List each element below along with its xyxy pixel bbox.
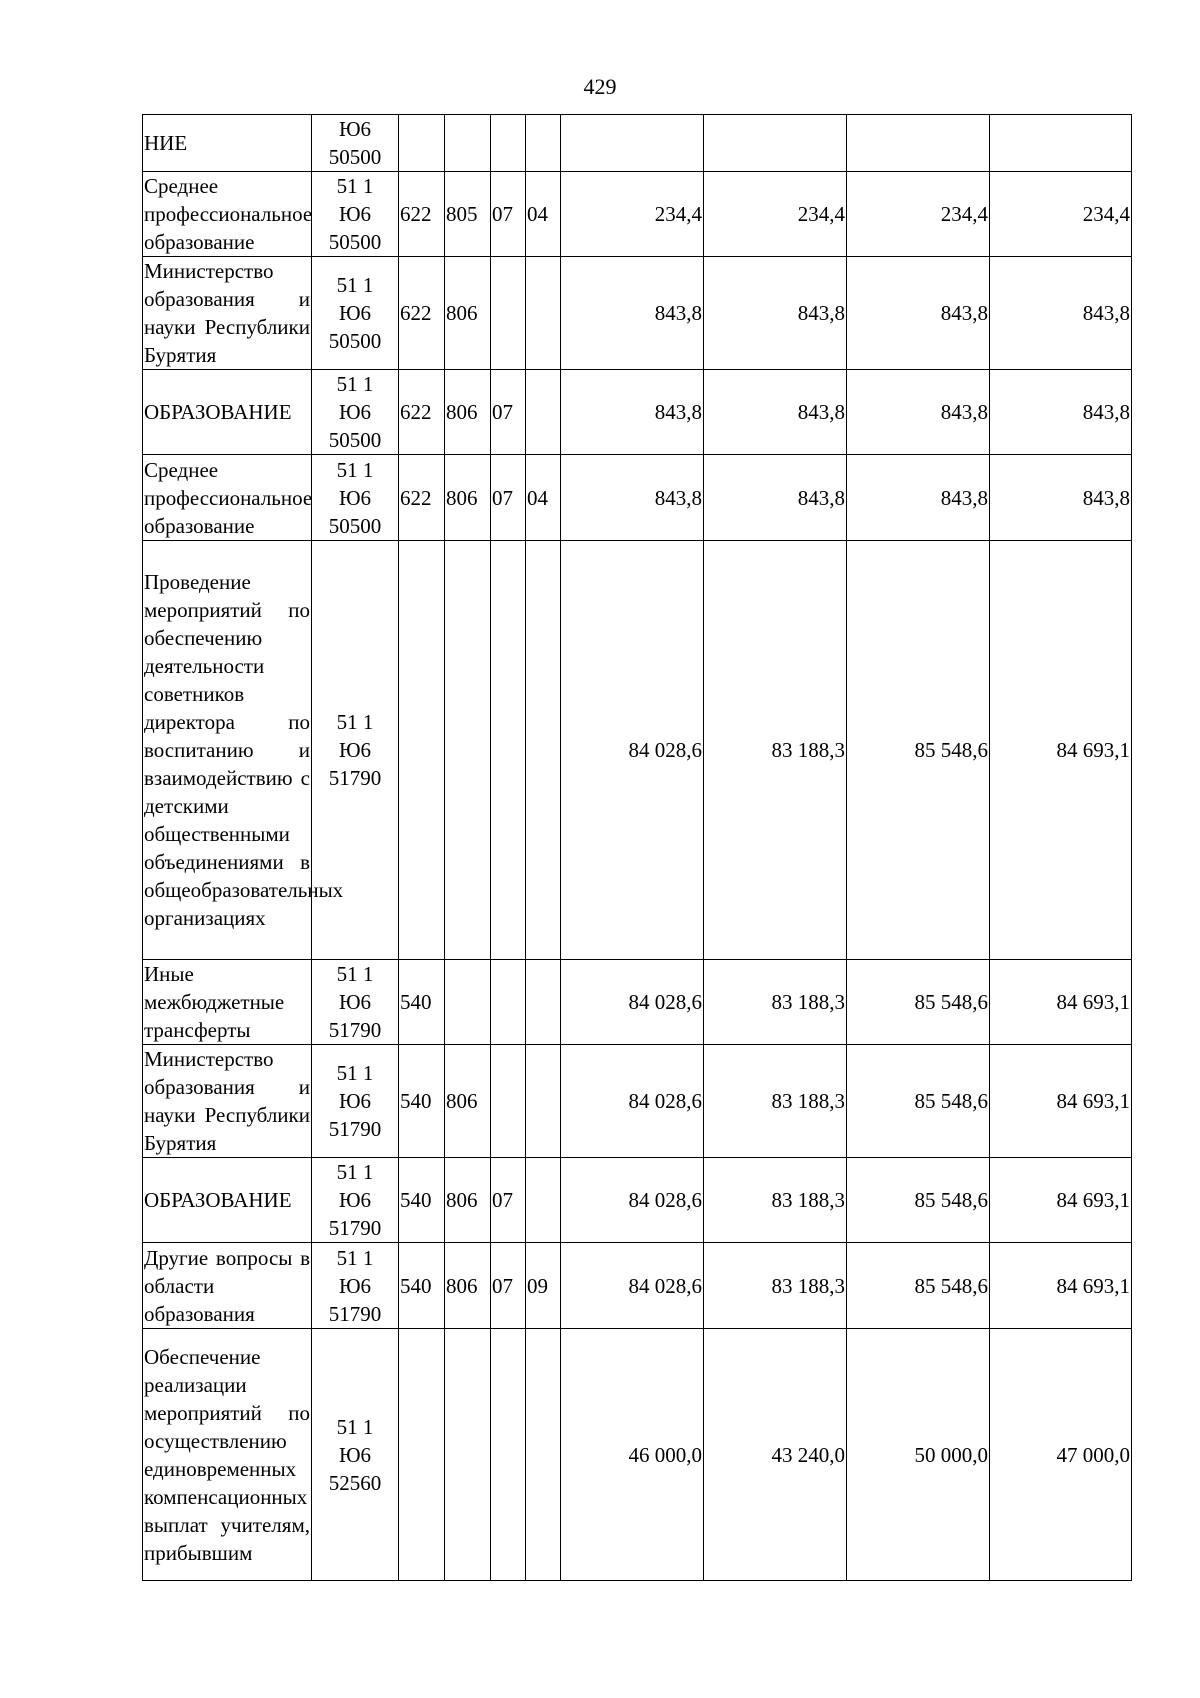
- row-subsection: 09: [526, 1243, 561, 1329]
- row-expense-type: 622: [399, 370, 445, 455]
- row-grbs: 806: [445, 1243, 491, 1329]
- row-subsection: 04: [526, 455, 561, 541]
- row-target-code: 51 1 Ю6 51790: [312, 1158, 399, 1243]
- row-name: НИЕ: [143, 115, 312, 172]
- row-subsection: 04: [526, 172, 561, 257]
- row-value-4: [990, 115, 1132, 172]
- row-value-2: [704, 115, 847, 172]
- row-name: Иные межбюджетные трансферты: [143, 960, 312, 1045]
- row-section: [491, 1329, 526, 1581]
- row-value-2: 83 188,3: [704, 960, 847, 1045]
- row-target-code: 51 1 Ю6 51790: [312, 960, 399, 1045]
- row-section: 07: [491, 1158, 526, 1243]
- row-section: 07: [491, 1243, 526, 1329]
- row-value-4: 843,8: [990, 257, 1132, 370]
- row-subsection: [526, 541, 561, 960]
- row-value-2: 83 188,3: [704, 541, 847, 960]
- row-value-3: 85 548,6: [847, 541, 990, 960]
- row-section: 07: [491, 455, 526, 541]
- row-grbs: [445, 541, 491, 960]
- row-value-2: 83 188,3: [704, 1158, 847, 1243]
- row-value-4: 84 693,1: [990, 960, 1132, 1045]
- row-value-1: 84 028,6: [561, 1045, 704, 1158]
- row-value-1: 84 028,6: [561, 541, 704, 960]
- table-row: [143, 960, 1132, 1045]
- row-grbs: [445, 960, 491, 1045]
- table-row: [143, 172, 1132, 257]
- table-row: [143, 1158, 1132, 1243]
- row-value-1: 843,8: [561, 257, 704, 370]
- row-value-4: 84 693,1: [990, 1158, 1132, 1243]
- row-subsection: [526, 1045, 561, 1158]
- row-subsection: [526, 1329, 561, 1581]
- row-subsection: [526, 1158, 561, 1243]
- row-grbs: [445, 115, 491, 172]
- row-section: [491, 541, 526, 960]
- table-row: [143, 455, 1132, 541]
- row-value-4: 234,4: [990, 172, 1132, 257]
- row-target-code: 51 1 Ю6 51790: [312, 1045, 399, 1158]
- row-expense-type: 540: [399, 1158, 445, 1243]
- row-grbs: 806: [445, 1158, 491, 1243]
- table-row: [143, 1329, 1132, 1581]
- row-name: ОБРАЗОВАНИЕ: [143, 370, 312, 455]
- row-value-2: 83 188,3: [704, 1045, 847, 1158]
- row-value-3: [847, 115, 990, 172]
- row-value-1: 84 028,6: [561, 1158, 704, 1243]
- row-subsection: [526, 960, 561, 1045]
- table-row: [143, 115, 1132, 172]
- row-name: Среднее профессиональное образование: [143, 455, 312, 541]
- row-value-1: 46 000,0: [561, 1329, 704, 1581]
- row-target-code: Ю6 50500: [312, 115, 399, 172]
- row-name: ОБРАЗОВАНИЕ: [143, 1158, 312, 1243]
- row-expense-type: 540: [399, 960, 445, 1045]
- row-section: [491, 960, 526, 1045]
- row-value-3: 234,4: [847, 172, 990, 257]
- row-section: [491, 257, 526, 370]
- row-target-code: 51 1 Ю6 50500: [312, 370, 399, 455]
- row-expense-type: [399, 541, 445, 960]
- row-grbs: [445, 1329, 491, 1581]
- table-row: [143, 370, 1132, 455]
- row-value-3: 843,8: [847, 257, 990, 370]
- row-expense-type: [399, 115, 445, 172]
- row-expense-type: 622: [399, 455, 445, 541]
- row-target-code: 51 1 Ю6 50500: [312, 455, 399, 541]
- row-value-3: 85 548,6: [847, 960, 990, 1045]
- row-value-1: 84 028,6: [561, 960, 704, 1045]
- table-row: [143, 541, 1132, 960]
- row-value-1: 84 028,6: [561, 1243, 704, 1329]
- row-value-1: [561, 115, 704, 172]
- row-value-3: 85 548,6: [847, 1243, 990, 1329]
- row-grbs: 806: [445, 370, 491, 455]
- row-section: [491, 115, 526, 172]
- row-value-3: 843,8: [847, 370, 990, 455]
- page-number: 429: [583, 74, 617, 99]
- row-value-4: 84 693,1: [990, 1243, 1132, 1329]
- row-value-3: 85 548,6: [847, 1158, 990, 1243]
- row-name: Обеспечение реализации мероприятий по осуществлению единовременных компенсационных выплат учителям, прибывшим: [143, 1329, 312, 1581]
- row-expense-type: [399, 1329, 445, 1581]
- row-expense-type: 540: [399, 1045, 445, 1158]
- row-grbs: 806: [445, 1045, 491, 1158]
- row-value-1: 234,4: [561, 172, 704, 257]
- row-name: Министерство образования и науки Республики Бурятия: [143, 1045, 312, 1158]
- row-grbs: 806: [445, 257, 491, 370]
- row-expense-type: 622: [399, 172, 445, 257]
- row-subsection: [526, 257, 561, 370]
- row-section: 07: [491, 172, 526, 257]
- row-section: [491, 1045, 526, 1158]
- row-expense-type: 540: [399, 1243, 445, 1329]
- row-value-4: 84 693,1: [990, 1045, 1132, 1158]
- row-value-4: 84 693,1: [990, 541, 1132, 960]
- row-value-2: 843,8: [704, 455, 847, 541]
- table-row: [143, 1243, 1132, 1329]
- row-section: 07: [491, 370, 526, 455]
- row-value-3: 843,8: [847, 455, 990, 541]
- row-target-code: 51 1 Ю6 50500: [312, 172, 399, 257]
- row-subsection: [526, 115, 561, 172]
- row-name: Проведение мероприятий по обеспечению деятельности советников директора по воспитанию и взаимодействию с детскими общественными объединениями в общеобразовательных организациях: [143, 541, 312, 960]
- row-value-2: 83 188,3: [704, 1243, 847, 1329]
- row-target-code: 51 1 Ю6 51790: [312, 541, 399, 960]
- row-value-1: 843,8: [561, 370, 704, 455]
- row-value-2: 43 240,0: [704, 1329, 847, 1581]
- row-grbs: 806: [445, 455, 491, 541]
- row-value-4: 47 000,0: [990, 1329, 1132, 1581]
- row-value-4: 843,8: [990, 455, 1132, 541]
- row-value-3: 85 548,6: [847, 1045, 990, 1158]
- table-row: [143, 1045, 1132, 1158]
- row-name: Другие вопросы в области образования: [143, 1243, 312, 1329]
- row-expense-type: 622: [399, 257, 445, 370]
- row-subsection: [526, 370, 561, 455]
- table-row: [143, 257, 1132, 370]
- row-value-1: 843,8: [561, 455, 704, 541]
- row-name: Среднее профессиональное образование: [143, 172, 312, 257]
- row-value-2: 843,8: [704, 257, 847, 370]
- row-target-code: 51 1 Ю6 50500: [312, 257, 399, 370]
- budget-table: [142, 114, 1132, 1581]
- row-target-code: 51 1 Ю6 52560: [312, 1329, 399, 1581]
- row-value-4: 843,8: [990, 370, 1132, 455]
- row-value-2: 234,4: [704, 172, 847, 257]
- row-value-3: 50 000,0: [847, 1329, 990, 1581]
- row-grbs: 805: [445, 172, 491, 257]
- row-value-2: 843,8: [704, 370, 847, 455]
- row-target-code: 51 1 Ю6 51790: [312, 1243, 399, 1329]
- row-name: Министерство образования и науки Республики Бурятия: [143, 257, 312, 370]
